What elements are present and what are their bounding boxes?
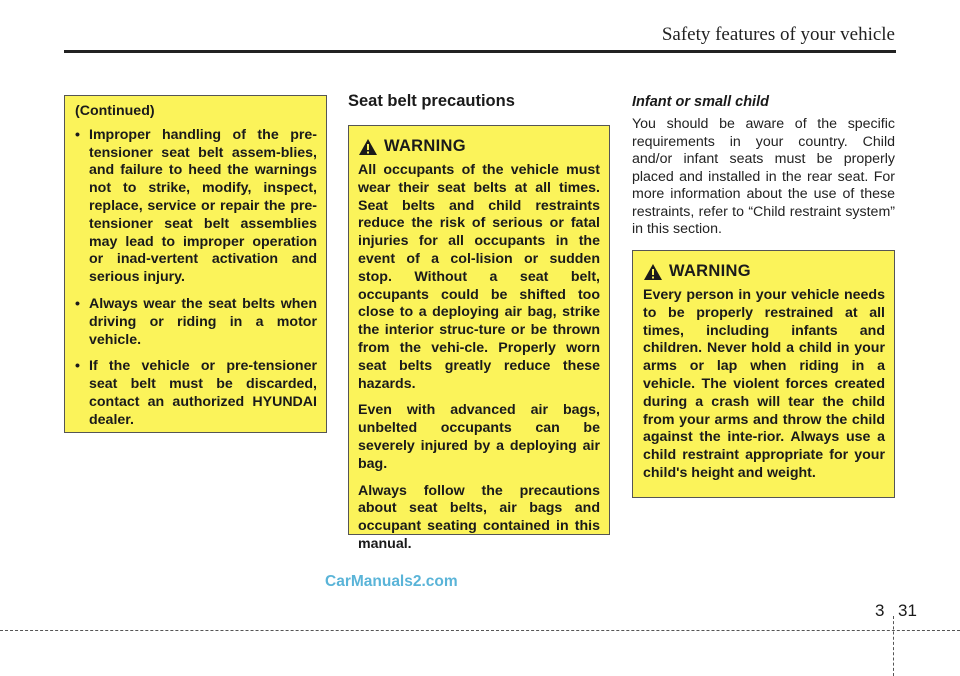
header-rule	[64, 50, 896, 53]
footer-rule	[0, 630, 960, 631]
warning-paragraph: Even with advanced air bags, unbelted occupants can be severely injured by a deploying air bag.	[358, 402, 600, 472]
continued-bullet: • Improper handling of the pre-tensioner seat belt assem-blies, and failure to heed the warnings not to strike, modify, inspect, replace, service or repair the pre-tensioner seat belt assemblies may lead to improper operation or inad-vertent activation and serious injury.	[75, 127, 317, 287]
continued-warning-box	[64, 95, 327, 433]
warning-paragraph: Every person in your vehicle needs to be properly restrained at all times, including infants and children. Never hold a child in your arms or lap when riding in a vehicle. The violent forces created during a crash will tear the child from your arms and throw the child against the inte-rior. Always use a child restraint appropriate for your child's height and weight.	[643, 287, 885, 481]
warning-box-child-restraint	[632, 250, 895, 498]
infant-body-text: You should be aware of the specific requirements in your country. Child and/or infant seats must be properly placed and installed in the rear seat. For more information about the use of these restraints, refer to “Child restraint system” in this section.	[632, 116, 895, 237]
chapter-number: 3	[875, 601, 885, 620]
warning-title: WARNING	[384, 137, 466, 156]
subsection-title: Infant or small child	[632, 94, 769, 110]
warning-paragraph: All occupants of the vehicle must wear their seat belts at all times. Seat belts and child restraints reduce the risk of serious or fatal injuries for all occupants in the event of a col-lision or sudden stop. Without a seat belt, occupants could be shifted too close to a deploying air bag, strike the interior struc-ture or be thrown from the vehi-cle. Properly worn seat belts greatly reduce these hazards.	[358, 162, 600, 392]
warning-paragraph: Always follow the precautions about seat belts, air bags and occupant seating contained in this manual.	[358, 482, 600, 552]
warning-header	[358, 138, 600, 156]
continued-bullet: • If the vehicle or pre-tensioner seat belt must be discarded, contact an authorized HYUNDAI dealer.	[75, 358, 317, 429]
page-header-title: Safety features of your vehicle	[661, 24, 895, 45]
continued-label: (Continued)	[75, 103, 155, 119]
warning-triangle-icon	[358, 138, 378, 156]
warning-triangle-icon	[643, 263, 663, 281]
watermark-link[interactable]: CarManuals2.com	[325, 573, 458, 590]
warning-box-seat-belts	[348, 125, 610, 552]
continued-bullet-list	[75, 127, 317, 430]
footer-divider	[893, 616, 894, 676]
warning-header	[643, 263, 885, 281]
warning-title: WARNING	[669, 262, 751, 281]
section-title: Seat belt precautions	[348, 92, 515, 110]
continued-bullet: • Always wear the seat belts when driving or riding in a motor vehicle.	[75, 296, 317, 349]
page-number: 31	[898, 601, 917, 620]
